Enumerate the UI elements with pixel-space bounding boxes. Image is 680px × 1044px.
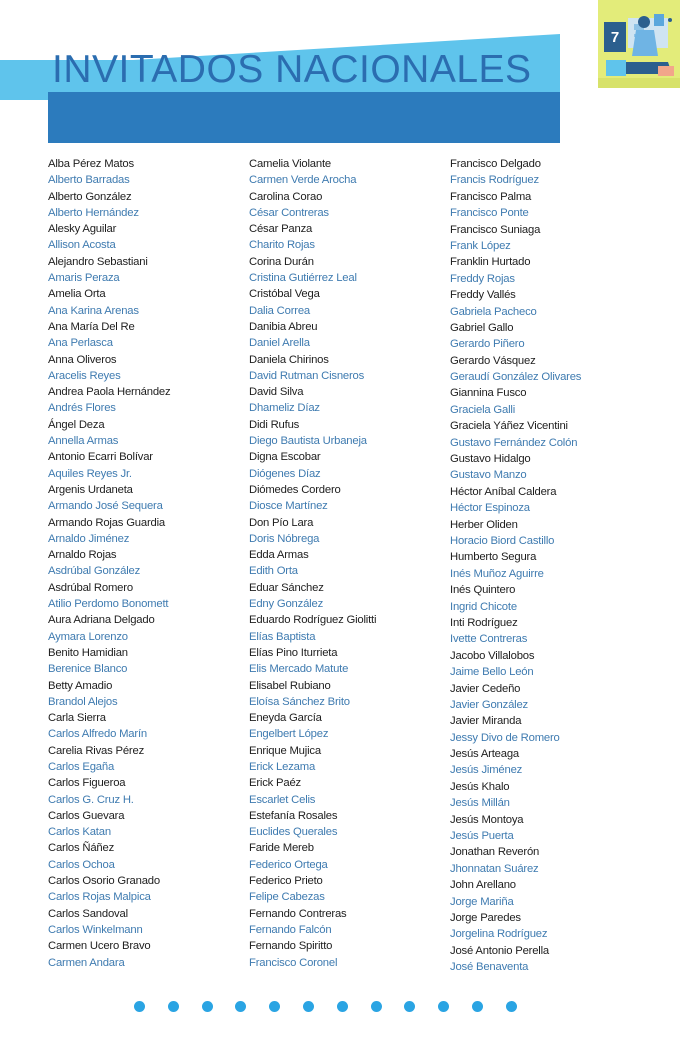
- guest-name: Faride Mereb: [249, 842, 314, 855]
- guest-name: Amelia Orta: [48, 288, 106, 301]
- guest-name: Anna Oliveros: [48, 353, 117, 366]
- guest-name: Carmen Andara: [48, 956, 125, 969]
- guest-name: Freddy Rojas: [450, 272, 515, 285]
- guest-name: Javier Cedeño: [450, 682, 521, 695]
- guest-name: Andrés Flores: [48, 402, 116, 415]
- guest-name: Allison Acosta: [48, 239, 116, 252]
- guest-name: Carlos Ñáñez: [48, 842, 115, 855]
- guest-name: Gabriel Gallo: [450, 321, 514, 334]
- guest-name: Carlos Rojas Malpica: [48, 891, 151, 904]
- guest-name: Corina Durán: [249, 255, 314, 268]
- guest-name: Asdrúbal González: [48, 565, 141, 578]
- guest-name: Carlos Alfredo Marín: [48, 728, 147, 741]
- guest-name: Alberto González: [48, 190, 132, 203]
- guest-name: Erick Lezama: [249, 760, 316, 773]
- guest-name: Digna Escobar: [249, 451, 321, 464]
- guest-name: Amaris Peraza: [48, 272, 120, 285]
- guest-name: Edda Armas: [249, 549, 309, 562]
- guest-name: Enrique Mujica: [249, 744, 321, 757]
- guest-name: Carlos Sandoval: [48, 907, 128, 920]
- guest-name: Aquiles Reyes Jr.: [48, 467, 132, 480]
- guest-name: Jesús Jiménez: [450, 764, 523, 777]
- guest-name: Dalia Correa: [249, 304, 311, 317]
- guest-name: Federico Prieto: [249, 875, 323, 888]
- guest-name: Gustavo Hidalgo: [450, 453, 531, 466]
- guest-name: Erick Paéz: [249, 777, 301, 790]
- guest-name: Inés Muñoz Aguirre: [450, 567, 544, 580]
- guest-name: Arnaldo Rojas: [48, 549, 117, 562]
- guest-name: Felipe Cabezas: [249, 891, 325, 904]
- dot-icon: [506, 1001, 517, 1012]
- guest-name: Jesús Puerta: [450, 830, 514, 843]
- guest-name: Ana María Del Re: [48, 320, 135, 333]
- guest-name: Jonathan Reverón: [450, 846, 540, 859]
- dot-icon: [303, 1001, 314, 1012]
- guest-name: Federico Ortega: [249, 858, 328, 871]
- guest-name: Héctor Espinoza: [450, 502, 530, 515]
- guest-name: Gabriela Pacheco: [450, 305, 537, 318]
- guest-name: Daniela Chirinos: [249, 353, 329, 366]
- guest-name: Graciela Galli: [450, 403, 516, 416]
- guest-name: Francisco Coronel: [249, 956, 338, 969]
- guest-name: José Benaventa: [450, 961, 529, 974]
- guest-name: Engelbert López: [249, 728, 329, 741]
- guest-name: Edny González: [249, 598, 324, 611]
- guest-name: Freddy Vallés: [450, 289, 516, 302]
- guest-name: David Rutman Cisneros: [249, 369, 365, 382]
- guest-name: Benito Hamidian: [48, 646, 128, 659]
- guest-name: Euclides Querales: [249, 826, 338, 839]
- guest-name: Asdrúbal Romero: [48, 581, 133, 594]
- guest-name: Eduar Sánchez: [249, 581, 324, 594]
- guest-name: Gerardo Vásquez: [450, 354, 536, 367]
- dot-icon: [202, 1001, 213, 1012]
- guest-name: Aura Adriana Delgado: [48, 614, 155, 627]
- guest-name: Charito Rojas: [249, 239, 315, 252]
- guest-name: Elías Baptista: [249, 630, 316, 643]
- guest-name: Alejandro Sebastiani: [48, 255, 148, 268]
- guest-name: Franklin Hurtado: [450, 256, 531, 269]
- guest-name: Carlos Katan: [48, 826, 111, 839]
- guest-name: Fernando Contreras: [249, 907, 347, 920]
- guest-name: Diómedes Cordero: [249, 483, 341, 496]
- guest-name: Carmen Verde Arocha: [249, 174, 357, 187]
- dot-icon: [269, 1001, 280, 1012]
- guest-name: Camelia Violante: [249, 158, 331, 170]
- guest-name: Horacio Biord Castillo: [450, 534, 555, 547]
- page-badge: [598, 0, 680, 88]
- guest-name: Alberto Barradas: [48, 174, 130, 187]
- guest-name: Betty Amadio: [48, 679, 113, 692]
- guest-name: Jacobo Villalobos: [450, 649, 535, 662]
- guest-name: Frank López: [450, 239, 511, 252]
- guest-name: Ingrid Chicote: [450, 600, 517, 613]
- guest-name: Edith Orta: [249, 565, 298, 578]
- guest-name: Jesús Millán: [450, 797, 510, 810]
- guest-name: Gustavo Fernández Colón: [450, 436, 578, 449]
- guest-name: Carlos Osorio Granado: [48, 875, 160, 888]
- guest-name: Carlos Figueroa: [48, 777, 126, 790]
- guest-name: Humberto Segura: [450, 551, 537, 564]
- guest-name: Jesús Montoya: [450, 813, 524, 826]
- guest-name: Arnaldo Jiménez: [48, 532, 130, 545]
- guest-name: Brandol Alejos: [48, 695, 118, 708]
- dot-icon: [134, 1001, 145, 1012]
- guest-name: Doris Nóbrega: [249, 532, 320, 545]
- guest-name: Javier Miranda: [450, 715, 522, 728]
- guest-name: Francisco Palma: [450, 190, 532, 203]
- guest-name: Don Pío Lara: [249, 516, 314, 529]
- dot-icon: [337, 1001, 348, 1012]
- guest-column-1: [48, 156, 170, 971]
- guest-name: Jorge Paredes: [450, 911, 521, 924]
- dot-icon: [371, 1001, 382, 1012]
- guest-name: Carelia Rivas Pérez: [48, 744, 145, 757]
- guest-name: Carolina Corao: [249, 190, 323, 203]
- guest-name: Diego Bautista Urbaneja: [249, 435, 367, 448]
- guest-name: Jessy Divo de Romero: [450, 731, 560, 744]
- guest-name: Héctor Aníbal Caldera: [450, 485, 557, 498]
- banner-dark-band: [48, 92, 560, 143]
- guest-name: Francisco Ponte: [450, 207, 529, 220]
- guest-name: Carla Sierra: [48, 712, 106, 725]
- dot-icon: [168, 1001, 179, 1012]
- guest-name: Armando Rojas Guardia: [48, 516, 165, 529]
- guest-name: Carmen Ucero Bravo: [48, 940, 151, 953]
- guest-name: Gerardo Piñero: [450, 338, 525, 351]
- guest-name: Danibia Abreu: [249, 320, 318, 333]
- page-number: 7: [604, 22, 626, 52]
- guest-name: John Arellano: [450, 879, 516, 892]
- guest-name: Carlos Winkelmann: [48, 923, 143, 936]
- guest-name: Carlos Ochoa: [48, 858, 115, 871]
- guest-name: Alberto Hernández: [48, 206, 139, 219]
- guest-name: Eloísa Sánchez Brito: [249, 695, 350, 708]
- dot-icon: [438, 1001, 449, 1012]
- guest-name: Fernando Spiritto: [249, 940, 333, 953]
- guest-name: David Silva: [249, 386, 304, 399]
- guest-name: César Contreras: [249, 206, 329, 219]
- guest-name: Gustavo Manzo: [450, 469, 527, 482]
- guest-name: Escarlet Celis: [249, 793, 316, 806]
- guest-name: Dhameliz Díaz: [249, 402, 320, 415]
- guest-name: Estefanía Rosales: [249, 809, 338, 822]
- guest-name: Jorge Mariña: [450, 895, 514, 908]
- guest-name: José Antonio Perella: [450, 944, 549, 957]
- guest-name: Fernando Falcón: [249, 923, 332, 936]
- dot-icon: [404, 1001, 415, 1012]
- dot-icon: [472, 1001, 483, 1012]
- guest-name: Daniel Arella: [249, 337, 310, 350]
- guest-name: Francisco Suniaga: [450, 223, 541, 236]
- guest-name: Francisco Delgado: [450, 158, 541, 170]
- guest-name: Inti Rodríguez: [450, 616, 518, 629]
- guest-name: Carlos Egaña: [48, 760, 115, 773]
- guest-name: Antonio Ecarri Bolívar: [48, 451, 153, 464]
- guest-name: Francis Rodríguez: [450, 174, 539, 187]
- guest-name: Jesús Khalo: [450, 780, 510, 793]
- guest-name: Elis Mercado Matute: [249, 663, 349, 676]
- guest-name: Herber Oliden: [450, 518, 518, 531]
- guest-name: Cristóbal Vega: [249, 288, 320, 301]
- guest-name: Eneyda García: [249, 712, 322, 725]
- guest-name: Inés Quintero: [450, 584, 516, 597]
- guest-name: Graciela Yáñez Vicentini: [450, 420, 568, 433]
- guest-name: Atilio Perdomo Bonomett: [48, 598, 169, 611]
- guest-name: Javier González: [450, 698, 528, 711]
- guest-name: Carlos G. Cruz H.: [48, 793, 134, 806]
- guest-name: Argenis Urdaneta: [48, 483, 133, 496]
- guest-name: Aracelis Reyes: [48, 369, 121, 382]
- guest-name: Didi Rufus: [249, 418, 300, 431]
- guest-name: Eduardo Rodríguez Giolitti: [249, 614, 377, 627]
- guest-name: Diógenes Díaz: [249, 467, 321, 480]
- guest-name: Elías Pino Iturrieta: [249, 646, 338, 659]
- page-title: INVITADOS NACIONALES: [52, 48, 532, 91]
- guest-name: Alba Pérez Matos: [48, 158, 134, 170]
- header-banner: [0, 0, 680, 150]
- guest-name: Jaime Bello León: [450, 666, 534, 679]
- guest-name: Armando José Sequera: [48, 500, 163, 513]
- guest-name: Andrea Paola Hernández: [48, 386, 171, 399]
- guest-name: Ivette Contreras: [450, 633, 528, 646]
- guest-name: Giannina Fusco: [450, 387, 527, 400]
- guest-name: Jhonnatan Suárez: [450, 862, 539, 875]
- guest-name: Elisabel Rubiano: [249, 679, 331, 692]
- guest-name: Ana Perlasca: [48, 337, 113, 350]
- guest-name: Jesús Arteaga: [450, 748, 519, 761]
- guest-name: Ana Karina Arenas: [48, 304, 139, 317]
- guest-name: Annella Armas: [48, 435, 119, 448]
- guest-column-2: [249, 156, 376, 971]
- guest-name: Cristina Gutiérrez Leal: [249, 272, 357, 285]
- guest-name: Aymara Lorenzo: [48, 630, 128, 643]
- guest-name: Ángel Deza: [48, 418, 105, 431]
- guest-name: Diosce Martínez: [249, 500, 328, 513]
- guest-column-3: [450, 156, 581, 976]
- guest-name: Alesky Aguilar: [48, 223, 117, 236]
- guest-name: Jorgelina Rodríguez: [450, 928, 548, 941]
- decorative-dots: [134, 1001, 524, 1013]
- guest-name: Geraudí González Olivares: [450, 371, 582, 384]
- dot-icon: [235, 1001, 246, 1012]
- guest-name: Berenice Blanco: [48, 663, 128, 676]
- guest-name: Carlos Guevara: [48, 809, 125, 822]
- guest-name: César Panza: [249, 223, 313, 236]
